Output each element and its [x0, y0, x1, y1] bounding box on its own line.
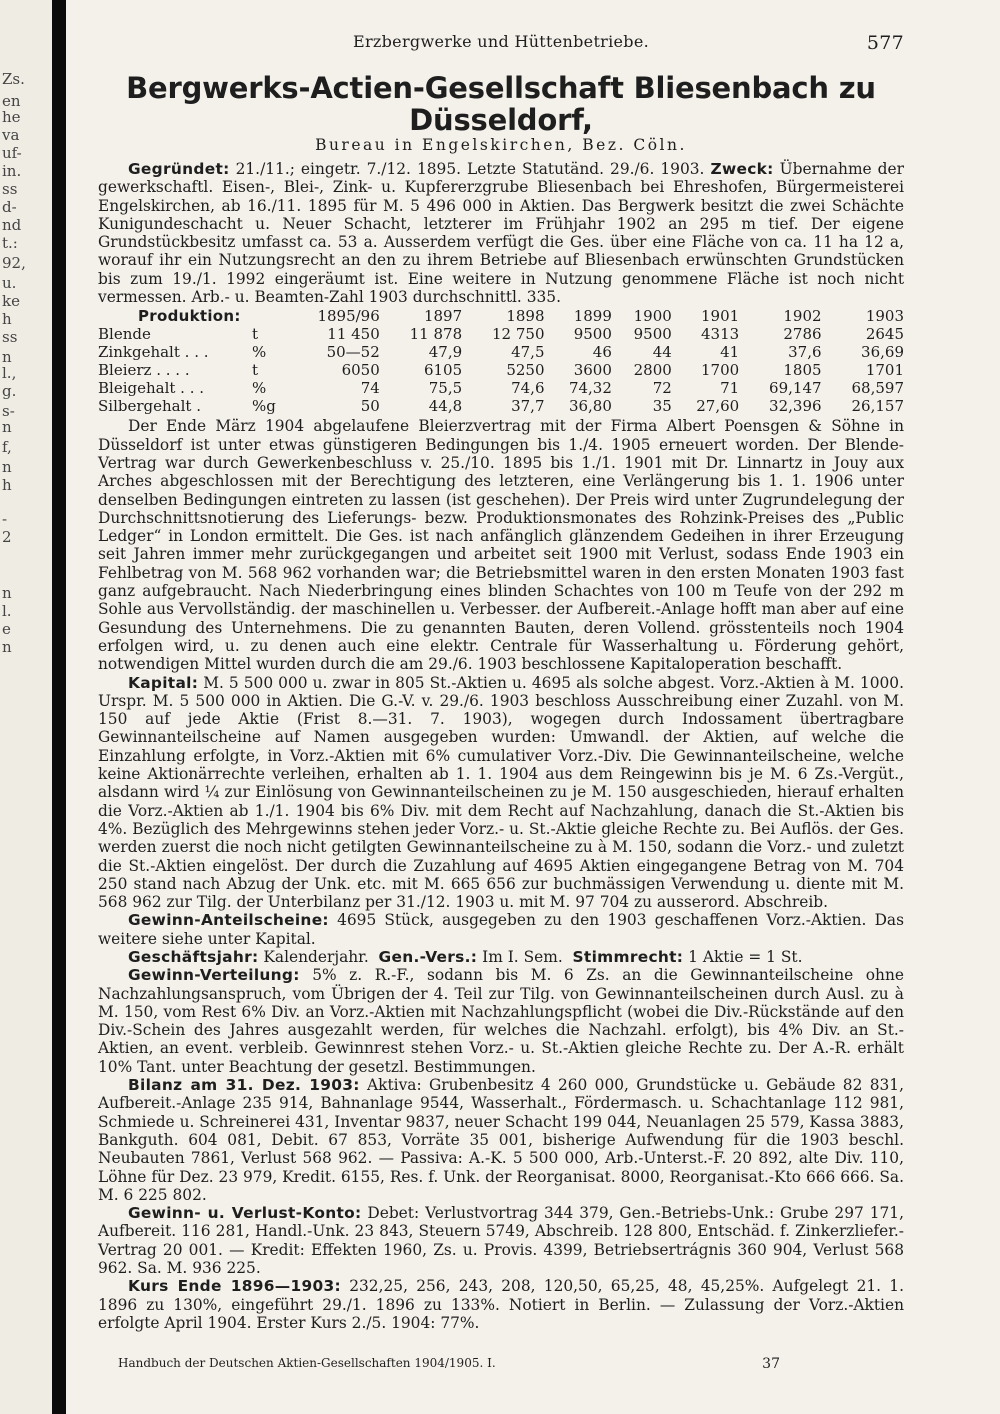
cell: 6050 — [341, 361, 380, 380]
cell: 2800 — [633, 361, 672, 380]
production-row — [98, 361, 904, 379]
margin-fragment: in. — [2, 162, 22, 180]
production-row — [98, 325, 904, 343]
page-footer — [118, 1356, 780, 1370]
guv-label: Gewinn- u. Verlust-Konto: — [128, 1204, 362, 1223]
kurs-section — [98, 1277, 904, 1332]
cell: 9500 — [633, 325, 672, 344]
zweck-label: Zweck: — [710, 160, 774, 178]
cell: 1700 — [701, 361, 740, 380]
row-unit: t — [252, 325, 259, 344]
gewinn-verteilung-text: 5% z. R.-F., sodann bis M. 6 Zs. an die Gewinnanteilscheine ohne Nachzahlungsanspruch, vom Übrigen der 4. Teil zur Tilg. von Gewinnanteilscheinen durch Ausl. zu à M. 150, vom Rest 6% Div. an Vorz.-Aktien mit Nachzahlungspflicht (wobei die Div.-Rückstände auf den Div.-Schein des Jahres ausgezahlt werden, für welches die Nachzahl. erfolgt), bis 4% Div. an St.-Aktien, an event. verbleib. Gewinnrest stehen Vorz.- u. St.-Aktien gleiche Rechte zu. Der A.-R. erhält 10% Tant. unter Beachtung der gesetzl. Bestimmungen. — [98, 966, 904, 1076]
year-header: 1897 — [423, 307, 463, 326]
cell: 4313 — [701, 325, 740, 344]
footer-text: Handbuch der Deutschen Aktien-Gesellschaften 1904/1905. I. — [118, 1356, 496, 1370]
geschaeftsjahr-label: Geschäftsjahr: — [128, 947, 259, 966]
margin-fragment: ke — [2, 292, 20, 310]
running-head — [98, 32, 904, 58]
year-header: 1900 — [633, 307, 672, 326]
kurs-text: 232,25, 256, 243, 208, 120,50, 65,25, 48, 45,25%. Aufgelegt 21. 1. 1896 zu 130%, eingeführt 29./1. 1896 zu 133%. Notiert in Berlin. — Zulassung der Vorz.-Aktien erfolgte April 1904. Erster Kurs 2./5. 1904: 77%. — [98, 1277, 904, 1332]
row-unit: % — [252, 379, 267, 398]
year-header: 1898 — [506, 307, 545, 326]
binding-shadow — [52, 0, 66, 1414]
cell: 47,9 — [428, 343, 463, 362]
margin-fragment: va — [2, 126, 20, 144]
bilanz-text: Aktiva: Grubenbesitz 4 260 000, Grundstücke u. Gebäude 82 831, Aufbereit.-Anlage 235 914, Bahnanlage 9544, Wasserhalt., Fördermasch. u. Schachtanlage 112 981, Schmiede u. Schreinerei 431, Inventar 9837, neuer Schacht 199 044, Neuanlagen 25 579, Kassa 3883, Bankguth. 604 081, Debit. 67 853, Vorräte 35 001, bisherige Aufwendung für die 1903 beschl. Neubauten 7861, Verlust 568 962. — Passiva: A.-K. 5 500 000, Arb.-Unterst.-F. 20 892, alte Div. 110, Löhne für Dez. 23 979, Kredit. 6155, Res. f. Unk. der Reorganisat. 8000, Reorganisat.-Kto 666 666. Sa. M. 6 225 802. — [98, 1076, 904, 1204]
year-header: 1902 — [783, 307, 822, 326]
row-name: Bleigehalt — [98, 379, 176, 398]
cell: 12 750 — [492, 325, 545, 344]
row-name: Blende — [98, 325, 151, 344]
cell: 44,8 — [428, 397, 463, 416]
margin-fragment: - — [2, 510, 8, 528]
margin-fragment: uf- — [2, 144, 22, 162]
row-unit: % — [252, 343, 267, 362]
page — [98, 32, 904, 1332]
year-header: 1899 — [573, 307, 612, 326]
margin-fragment: g. — [2, 382, 17, 400]
meta-line — [98, 948, 904, 966]
margin-fragment: n — [2, 348, 12, 366]
cell: 37,7 — [511, 397, 545, 416]
margin-fragment: n — [2, 458, 12, 476]
year-header: 1895/96 — [317, 307, 380, 326]
cell: 75,5 — [428, 379, 463, 398]
cell: 46 — [592, 343, 612, 362]
margin-fragment: 92, — [2, 254, 26, 272]
founding-and-purpose — [98, 160, 904, 306]
zweck-text: Übernahme der gewerkschaftl. Eisen-, Blei-, Zink- u. Kupfererzgrube Bliesenbach bei Ehreshofen, Bürgermeisterei Engelskirchen, ab 16./11. 1895 für M. 5 496 000 in Aktien. Das Bergwerk besitzt die zwei Schächte Kunigundeschacht u. Neuer Schacht, letzterer im Frühjahr 1902 an 295 m tief. Der eigene Grundstückbesitz umfasst ca. 53 a. Ausserdem verfügt die Ges. über eine Fläche von ca. 11 ha 12 a, worauf ihr ein Nutzungsrecht an den zu ihrem Betriebe auf Bliesenbach erwünschten Grundstücken bis zum 19./1. 1992 eingeräumt ist. Eine weitere in Nutzung genommene Fläche ist noch nicht vermessen. Arb.- u. Beamten-Zahl 1903 durchschnittl. 335. — [98, 160, 904, 307]
margin-fragment: h — [2, 310, 12, 328]
cell: 37,6 — [788, 343, 822, 362]
margin-fragment: f, — [2, 438, 12, 456]
margin-fragment: en — [2, 92, 21, 110]
gewinn-verteilung-section — [98, 966, 904, 1076]
cell: 11 450 — [327, 325, 380, 344]
row-name: Bleierz — [98, 361, 152, 380]
gegruendet-label: Gegründet: — [128, 160, 230, 178]
row-unit: %g — [252, 397, 276, 416]
cell: 44 — [652, 343, 672, 362]
gewinnanteilscheine-text: 4695 Stück, ausgegeben zu den 1903 geschaffenen Vorz.-Aktien. Das weitere siehe unter Kapital. — [98, 911, 904, 948]
margin-fragment: u. — [2, 274, 17, 292]
cell: 35 — [652, 397, 672, 416]
margin-fragment: n — [2, 638, 12, 656]
cell: 5250 — [506, 361, 545, 380]
cell: 72 — [652, 379, 672, 398]
produktion-label: Produktion: — [138, 307, 241, 326]
row-unit: t — [252, 361, 259, 380]
margin-fragment: d- — [2, 198, 17, 216]
company-office: Bureau in Engelskirchen, Bez. Cöln. — [315, 136, 687, 154]
cell: 2786 — [783, 325, 822, 344]
margin-fragment: ss — [2, 180, 18, 198]
cell: 36,69 — [861, 343, 904, 362]
production-table — [98, 307, 904, 415]
margin-fragment: e — [2, 620, 11, 638]
cell: 47,5 — [511, 343, 545, 362]
row-name: Silbergehalt — [98, 397, 192, 416]
cell: 1805 — [783, 361, 822, 380]
cell: 74,6 — [511, 379, 545, 398]
cell: 27,60 — [696, 397, 740, 416]
production-header-row — [98, 307, 904, 325]
year-header: 1901 — [701, 307, 740, 326]
company-title: Bergwerks-Actien-Gesellschaft Bliesenbach zu Düsseldorf, — [126, 71, 876, 137]
row-dots: . . . . — [151, 361, 190, 380]
cell: 50 — [360, 397, 380, 416]
cell: 68,597 — [851, 379, 904, 398]
adjacent-page-margin — [0, 0, 52, 1414]
cell: 71 — [720, 379, 740, 398]
geschaeftsjahr-text: Kalenderjahr. — [263, 947, 369, 966]
cell: 32,396 — [769, 397, 822, 416]
margin-fragment: n — [2, 584, 12, 602]
row-dots: . . . — [179, 343, 209, 362]
gewinnanteilscheine-section — [98, 911, 904, 948]
production-row — [98, 379, 904, 397]
cell: 11 878 — [409, 325, 463, 344]
stimmrecht-label: Stimmrecht: — [572, 947, 684, 966]
production-row — [98, 343, 904, 361]
cell: 6105 — [423, 361, 463, 380]
gen-vers-label: Gen.-Vers.: — [378, 947, 478, 966]
running-head-title: Erzbergwerke und Hüttenbetriebe. — [352, 32, 650, 51]
cell: 26,157 — [851, 397, 904, 416]
kapital-label: Kapital: — [128, 673, 199, 692]
margin-fragment: l., — [2, 364, 17, 382]
guv-text: Debet: Verlustvortrag 344 379, Gen.-Betriebs-Unk.: Grube 297 171, Aufbereit. 116 281, Handl.-Unk. 23 843, Steuern 5749, Abschreib. 128 800, Entschäd. f. Zinkerzliefer.-Vertrag 20 001. — Kredit: Effekten 1960, Zs. u. Provis. 4399, Betriebsertrágnis 360 904, Verlust 568 962. Sa. M. 936 225. — [98, 1204, 904, 1278]
cell: 9500 — [573, 325, 612, 344]
margin-fragment: ss — [2, 328, 18, 346]
cell: 41 — [720, 343, 740, 362]
gewinn-verteilung-label: Gewinn-Verteilung: — [128, 966, 300, 985]
margin-fragment: 2 — [2, 528, 12, 546]
margin-fragment: t.: — [2, 234, 18, 252]
bilanz-section — [98, 1076, 904, 1204]
guv-section — [98, 1204, 904, 1277]
cell: 2645 — [865, 325, 904, 344]
signature-mark: 37 — [762, 1356, 780, 1372]
page-number: 577 — [866, 32, 904, 54]
cell: 3600 — [573, 361, 612, 380]
margin-fragment: he — [2, 108, 21, 126]
row-dots: . . . — [175, 379, 205, 398]
cell: 74 — [360, 379, 380, 398]
margin-fragment: nd — [2, 216, 22, 234]
gegruendet-text: 21./11.; eingetr. 7./12. 1895. Letzte Statutänd. 29./6. 1903. — [235, 160, 705, 178]
stimmrecht-text: 1 Aktie = 1 St. — [688, 947, 803, 966]
kapital-section — [98, 674, 904, 912]
row-name: Zinkgehalt — [98, 343, 180, 362]
cell: 36,80 — [568, 397, 612, 416]
margin-fragment: s- — [2, 402, 15, 420]
margin-fragment: n — [2, 418, 12, 436]
gewinnanteilscheine-label: Gewinn-Anteilscheine: — [128, 911, 329, 930]
gen-vers-text: Im I. Sem. — [482, 947, 563, 966]
margin-fragment: Zs. — [2, 70, 25, 88]
bilanz-label: Bilanz am 31. Dez. 1903: — [128, 1076, 360, 1095]
production-row — [98, 397, 904, 415]
cell: 74,32 — [568, 379, 612, 398]
row-dots: . — [191, 397, 201, 416]
margin-fragment: h — [2, 476, 12, 494]
kapital-text: M. 5 500 000 u. zwar in 805 St.-Aktien u. 4695 als solche abgest. Vorz.-Aktien à M. 1000. Urspr. M. 5 500 000 in Aktien. Die G.-V. v. 29./6. 1903 beschloss Ausschreibung einer Zuzahl. von M. 150 auf jede Aktie (Frist 8.—31. 7. 1903), wogegen durch Indossament übertragbare Gewinnanteilscheine auf Namen ausgegeben wurden: Umwandl. der Aktien, auf welche die Einzahlung erfolgte, in Vorz.-Aktien mit 6% cumulativer Vorz.-Div. Die Gewinnanteilscheine, welche keine Aktionärrechte verleihen, erhalten ab 1. 1. 1904 aus dem Reingewinn bis je M. 6 Zs.-Vergüt., alsdann wird ¼ zur Einlösung von Gewinnanteilscheinen zu je M. 150 ausgeschieden, hierauf erhalten die Vorz.-Aktien ab 1./1. 1904 bis 6% Div. mit dem Recht auf Nachzahlung, danach die St.-Aktien bis 4%. Bezüglich des Mehrgewinns stehen jeder Vorz.- u. St.-Aktie gleiche Rechte zu. Bei Auflös. der Ges. werden zuerst die noch nicht getilgten Gewinnanteilscheine zu à M. 150, sodann die Vorz.- und zuletzt die St.-Aktien eingelöst. Der durch die Zuzahlung auf 4695 Aktien eingegangene Betrag von M. 704 250 stand nach Abzug der Unk. etc. mit M. 665 656 zur buchmässigen Verwendung u. diente mit M. 568 962 zur Tilg. der Unterbilanz per 31./12. 1903 u. mit M. 97 704 zu ausserord. Abschreib. — [98, 673, 904, 912]
cell: 50—52 — [326, 343, 380, 362]
narrative-paragraph: Der Ende März 1904 abgelaufene Bleierzvertrag mit der Firma Albert Poensgen & Söhne in Düsseldorf ist unter etwas günstigeren Bedingungen bis 1./4. 1905 erneuert worden. Der Blende-Vertrag war durch Gewerkenbeschluss v. 25./10. 1895 bis 1./1. 1901 mit Dr. Linnartz in Jouy aux Arches abgeschlossen mit der Berechtigung des letzteren, eine Verlängerung bis 1. 1. 1906 unter denselben Bedingungen eintreten zu lassen (ist geschehen). Der Preis wird unter Zugrundelegung der Durchschnittsnotierung des Lieferungs- bezw. Produktionsmonates des Rohzink-Preises des „Public Ledger“ in London ermittelt. Die Ges. ist nach anfänglich glänzendem Gedeihen in ihrer Erzeugung seit Jahren immer mehr zurückgegangen und arbeitet seit 1900 mit Verlust, sodass Ende 1903 ein Fehlbetrag von M. 568 962 vorhanden war; die Betriebsmittel waren in den ersten Monaten 1903 fast ganz aufgebraucht. Nach Niederbringung eines blinden Schachtes von 100 m Teufe von der 292 m Sohle aus Vervollständig. der maschinellen u. Verbesser. der Aufbereit.-Anlage hofft man aber auf eine Gesundung des Unternehmens. Die zu genannten Bauten, deren Vollend. grösstenteils noch 1904 erfolgen wird, u. zu denen auch eine elektr. Centrale für Wasserhaltung u. Förderung gehört, notwendigen Mittel wurden durch die am 29./6. 1903 beschlossene Kapitaloperation beschafft. — [98, 417, 904, 674]
year-header: 1903 — [865, 307, 904, 326]
kurs-label: Kurs Ende 1896—1903: — [128, 1277, 341, 1296]
cell: 69,147 — [769, 379, 822, 398]
cell: 1701 — [865, 361, 904, 380]
margin-fragment: l. — [2, 602, 12, 620]
